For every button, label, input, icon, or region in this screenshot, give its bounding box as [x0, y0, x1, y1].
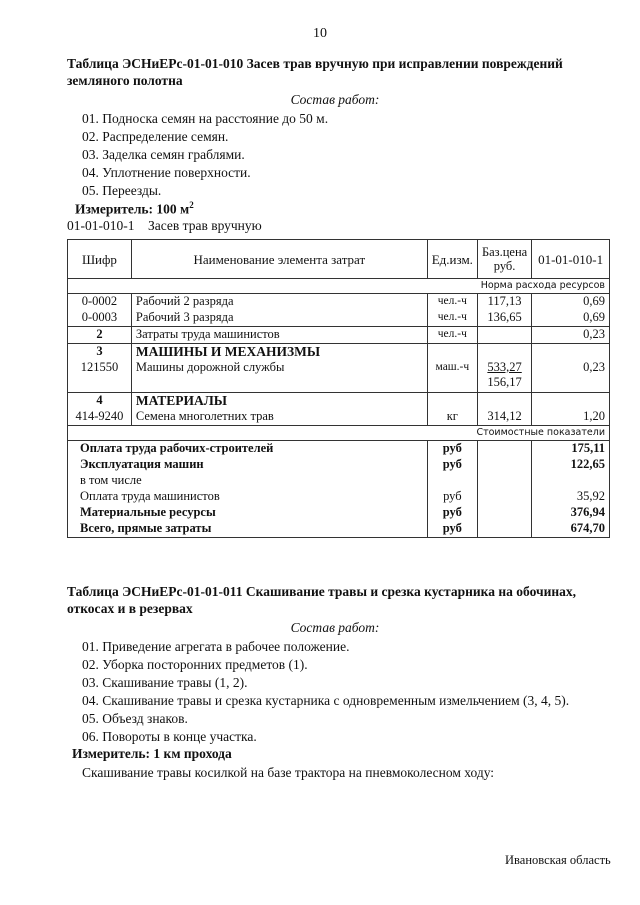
row-unit: чел.-ч [427, 294, 477, 311]
cost-value: 122,65 [532, 457, 610, 473]
row-name: Рабочий 3 разряда [131, 310, 427, 327]
table2-sostav-label: Состав работ: [290, 620, 380, 635]
section-row-materials [68, 393, 610, 410]
norm-section-row [68, 279, 610, 294]
empty-cell [477, 441, 531, 458]
cost-name: Материальные ресурсы [68, 505, 428, 521]
section-row-machines [68, 344, 610, 361]
header-price-line1: Баз.цена [481, 245, 528, 259]
row-price: 117,13 [477, 294, 531, 311]
table-row [68, 409, 610, 426]
table1-subtitle: 01-01-010-1 Засев трав вручную [67, 218, 262, 233]
row-name: Затраты труда машинистов [131, 327, 427, 344]
empty-cell [477, 344, 531, 361]
empty-cell [477, 505, 531, 521]
table2-description: Скашивание травы косилкой на базе трактора на пневмоколесном ходу: [82, 765, 495, 780]
table1-work-item: 02. Распределение семян. [82, 129, 229, 144]
table1-work-item: 03. Заделка семян граблями. [82, 147, 245, 162]
cost-section-row [68, 426, 610, 441]
row-code: 2 [68, 327, 132, 344]
table2-work-item: 01. Приведение агрегата в рабочее положение. [82, 639, 350, 654]
cost-unit: руб [427, 521, 477, 538]
row-price [477, 327, 531, 344]
section-name: МАШИНЫ И МЕХАНИЗМЫ [131, 344, 427, 361]
cost-row [68, 521, 610, 538]
cost-row [68, 473, 610, 489]
cost-name: Оплата труда машинистов [68, 489, 428, 505]
table1-sostav-label: Состав работ: [290, 92, 380, 107]
row-code: 121550 [68, 360, 132, 393]
row-unit: кг [427, 409, 477, 426]
resource-table [67, 239, 610, 538]
empty-cell [477, 457, 531, 473]
table2-title: Таблица ЭСНиЕРс-01-01-011 Скашивание травы и срезка кустарника на обочинах, откосах и в резервах [67, 584, 577, 616]
table1-measure-sup: 2 [189, 200, 194, 210]
cost-row [68, 489, 610, 505]
empty-cell [477, 489, 531, 505]
cost-unit: руб [427, 489, 477, 505]
row-value: 0,69 [532, 310, 610, 327]
footer-region: Ивановская область [505, 853, 611, 867]
table2-work-item: 03. Скашивание травы (1, 2). [82, 675, 248, 690]
cost-unit: руб [427, 441, 477, 458]
empty-cell [532, 344, 610, 361]
table2-work-item: 06. Повороты в конце участка. [82, 729, 257, 744]
cost-value: 376,94 [532, 505, 610, 521]
table2-measure: Измеритель: 1 км прохода [72, 746, 232, 761]
empty-cell [477, 521, 531, 538]
table2-work-item: 04. Скашивание травы и срезка кустарника с одновременным измельчением (3, 4, 5). [82, 693, 570, 708]
cost-section-label: Стоимостные показатели [68, 426, 610, 441]
row-value: 0,23 [532, 327, 610, 344]
row-unit: чел.-ч [427, 310, 477, 327]
cost-unit: руб [427, 505, 477, 521]
row-price: 314,12 [477, 409, 531, 426]
row-value: 1,20 [532, 409, 610, 426]
page-number: 10 [313, 26, 327, 41]
cost-row [68, 505, 610, 521]
cost-row [68, 441, 610, 458]
header-name: Наименование элемента затрат [131, 240, 427, 279]
row-code: 414-9240 [68, 409, 132, 426]
row-value: 0,69 [532, 294, 610, 311]
table2-work-item: 05. Объезд знаков. [82, 711, 188, 726]
header-unit: Ед.изм. [427, 240, 477, 279]
row-price [477, 360, 531, 393]
cost-unit: руб [427, 457, 477, 473]
table-header-row [68, 240, 610, 279]
table1-work-item: 05. Переезды. [82, 183, 162, 198]
row-code: 0-0002 [68, 294, 132, 311]
cost-row [68, 457, 610, 473]
section-code: 3 [68, 344, 132, 361]
cost-name: Оплата труда рабочих-строителей [68, 441, 428, 458]
header-code: Шифр [68, 240, 132, 279]
table2-work-item: 02. Уборка посторонних предметов (1). [82, 657, 308, 672]
cost-name: Всего, прямые затраты [68, 521, 428, 538]
header-price-line2: руб. [493, 259, 516, 273]
row-name: Рабочий 2 разряда [131, 294, 427, 311]
cost-name: Эксплуатация машин [68, 457, 428, 473]
table1-measure-label: Измеритель: 100 м [75, 201, 190, 217]
row-unit: маш.-ч [427, 360, 477, 393]
table1-measure [75, 200, 194, 218]
empty-cell [477, 393, 531, 410]
row-price: 136,65 [477, 310, 531, 327]
table-row [68, 294, 610, 311]
row-name: Машины дорожной службы [131, 360, 427, 393]
header-norm: 01-01-010-1 [532, 240, 610, 279]
row-unit: чел.-ч [427, 327, 477, 344]
section-code: 4 [68, 393, 132, 410]
norm-section-label: Норма расхода ресурсов [68, 279, 610, 294]
empty-cell [427, 393, 477, 410]
row-value: 0,23 [532, 360, 610, 393]
cost-value: 674,70 [532, 521, 610, 538]
cost-name: в том числе [68, 473, 428, 489]
table-row [68, 327, 610, 344]
section-name: МАТЕРИАЛЫ [131, 393, 427, 410]
empty-cell [532, 393, 610, 410]
row-price-secondary: 156,17 [487, 375, 522, 389]
row-name: Семена многолетних трав [131, 409, 427, 426]
cost-unit [427, 473, 477, 489]
header-price [477, 240, 531, 279]
table1-title: Таблица ЭСНиЕРс-01-01-010 Засев трав вручную при исправлении повреждений земляного полотна [67, 56, 563, 88]
table-row [68, 360, 610, 393]
table1-work-item: 01. Подноска семян на расстояние до 50 м. [82, 111, 329, 126]
table1-work-item: 04. Уплотнение поверхности. [82, 165, 251, 180]
cost-value: 35,92 [532, 489, 610, 505]
table-row [68, 310, 610, 327]
empty-cell [427, 344, 477, 361]
cost-value: 175,11 [532, 441, 610, 458]
row-code: 0-0003 [68, 310, 132, 327]
row-price-main: 533,27 [487, 360, 522, 374]
cost-value [532, 473, 610, 489]
empty-cell [477, 473, 531, 489]
